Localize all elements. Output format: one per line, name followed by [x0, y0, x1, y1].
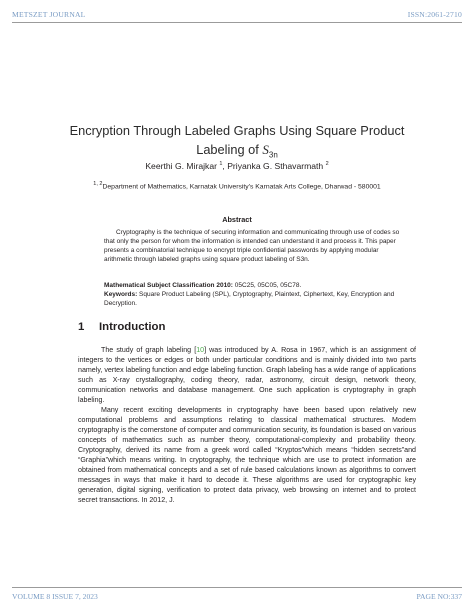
citation-link[interactable]: 10: [196, 346, 205, 354]
section-heading: [78, 321, 165, 333]
intro-paragraph-1: [78, 345, 416, 405]
journal-name: METSZET JOURNAL: [12, 10, 86, 19]
title-line2: Labeling of: [196, 142, 263, 157]
title-line1: Encryption Through Labeled Graphs Using Square Product: [69, 123, 405, 138]
header-rule: [12, 22, 462, 23]
issn-label: ISSN:2061-2710: [407, 10, 462, 19]
keywords-line: [104, 291, 402, 309]
author-1: Keerthi G. Mirajkar: [145, 161, 220, 171]
intro-p1-text-a: The study of graph labeling [: [101, 346, 197, 354]
section-title: Introduction: [99, 321, 166, 333]
msc-line: [104, 282, 402, 291]
page-number: PAGE NO:337: [416, 592, 462, 601]
footer-rule: [12, 587, 462, 588]
abstract-body: Cryptography is the technique of securing information and communicating through use of codes so that only the person for whom the information is intended can understand it and process it. This paper presents a combinatorial technique to encrypt triple confidential passwords by applying modular arithmetic through labeled graphs using square product labeling of S3n.: [104, 229, 400, 263]
volume-label: VOLUME 8 ISSUE 7, 2023: [12, 592, 98, 601]
author-1-sup: 1: [219, 161, 223, 168]
author-2-sup: 2: [325, 161, 329, 168]
affiliation-text: Department of Mathematics, Karnatak University's Karnatak Arts College, Dharwad - 580001: [102, 183, 381, 191]
intro-p2-text: Many recent exciting developments in cryptography have been based upon relatively new computational problems and assumptions relating to classical mathematical structures. Modern cryptography is the cornerstone of computer and communication security, its foundation is based on various concepts of mathematics such as number theory, computational-complexity and probability theory. Cryptography, derived its name from a greek word called “Kryptos”which means “hidden secrets”and “Graphia”which means writing. In cryptography, the technique which are use to protect information are obtained from mathematical concepts and a set of rule based calculations known as algorithms to convert messages in ways that make it hard to decode it. These algorithms are used for cryptographic key generation, digital signing, verification to protect data privacy, web browsing on internet and to protect secret transactions. In 2012, J.: [78, 406, 416, 505]
title-subscript: 3n: [268, 150, 278, 160]
author-2: , Priyanka G. Sthavarmath: [222, 161, 326, 171]
affiliation-sup: 1, 2: [93, 181, 103, 187]
abstract-heading: Abstract: [222, 215, 252, 224]
intro-paragraph-2: [78, 405, 416, 505]
msc-label: Mathematical Subject Classification 2010:: [104, 282, 233, 289]
keywords-value: Square Product Labeling (SPL), Cryptography, Plaintext, Ciphertext, Key, Encryption and Decryption.: [104, 291, 395, 307]
author-list: [60, 161, 414, 171]
keywords-label: Keywords:: [104, 291, 138, 298]
section-number: 1: [78, 321, 85, 333]
title-symbol: S: [262, 142, 269, 157]
intro-p1-text-b: ] was introduced by A. Rosa in 1967, which is an assignment of integers to the vertices or edges or both under particular conditions and is mainly divided into two parts namely, vertex labeling function and edge labeling function. Graph labeling has a wide range of applications such as X-ray crystallography, coding theory, radar, astronomy, circuit design, network theory, communication networks and database management. One such application is cryptography in graph labeling.: [78, 346, 416, 405]
affiliation: [60, 181, 414, 190]
msc-value: 05C25, 05C05, 05C78.: [232, 282, 302, 289]
